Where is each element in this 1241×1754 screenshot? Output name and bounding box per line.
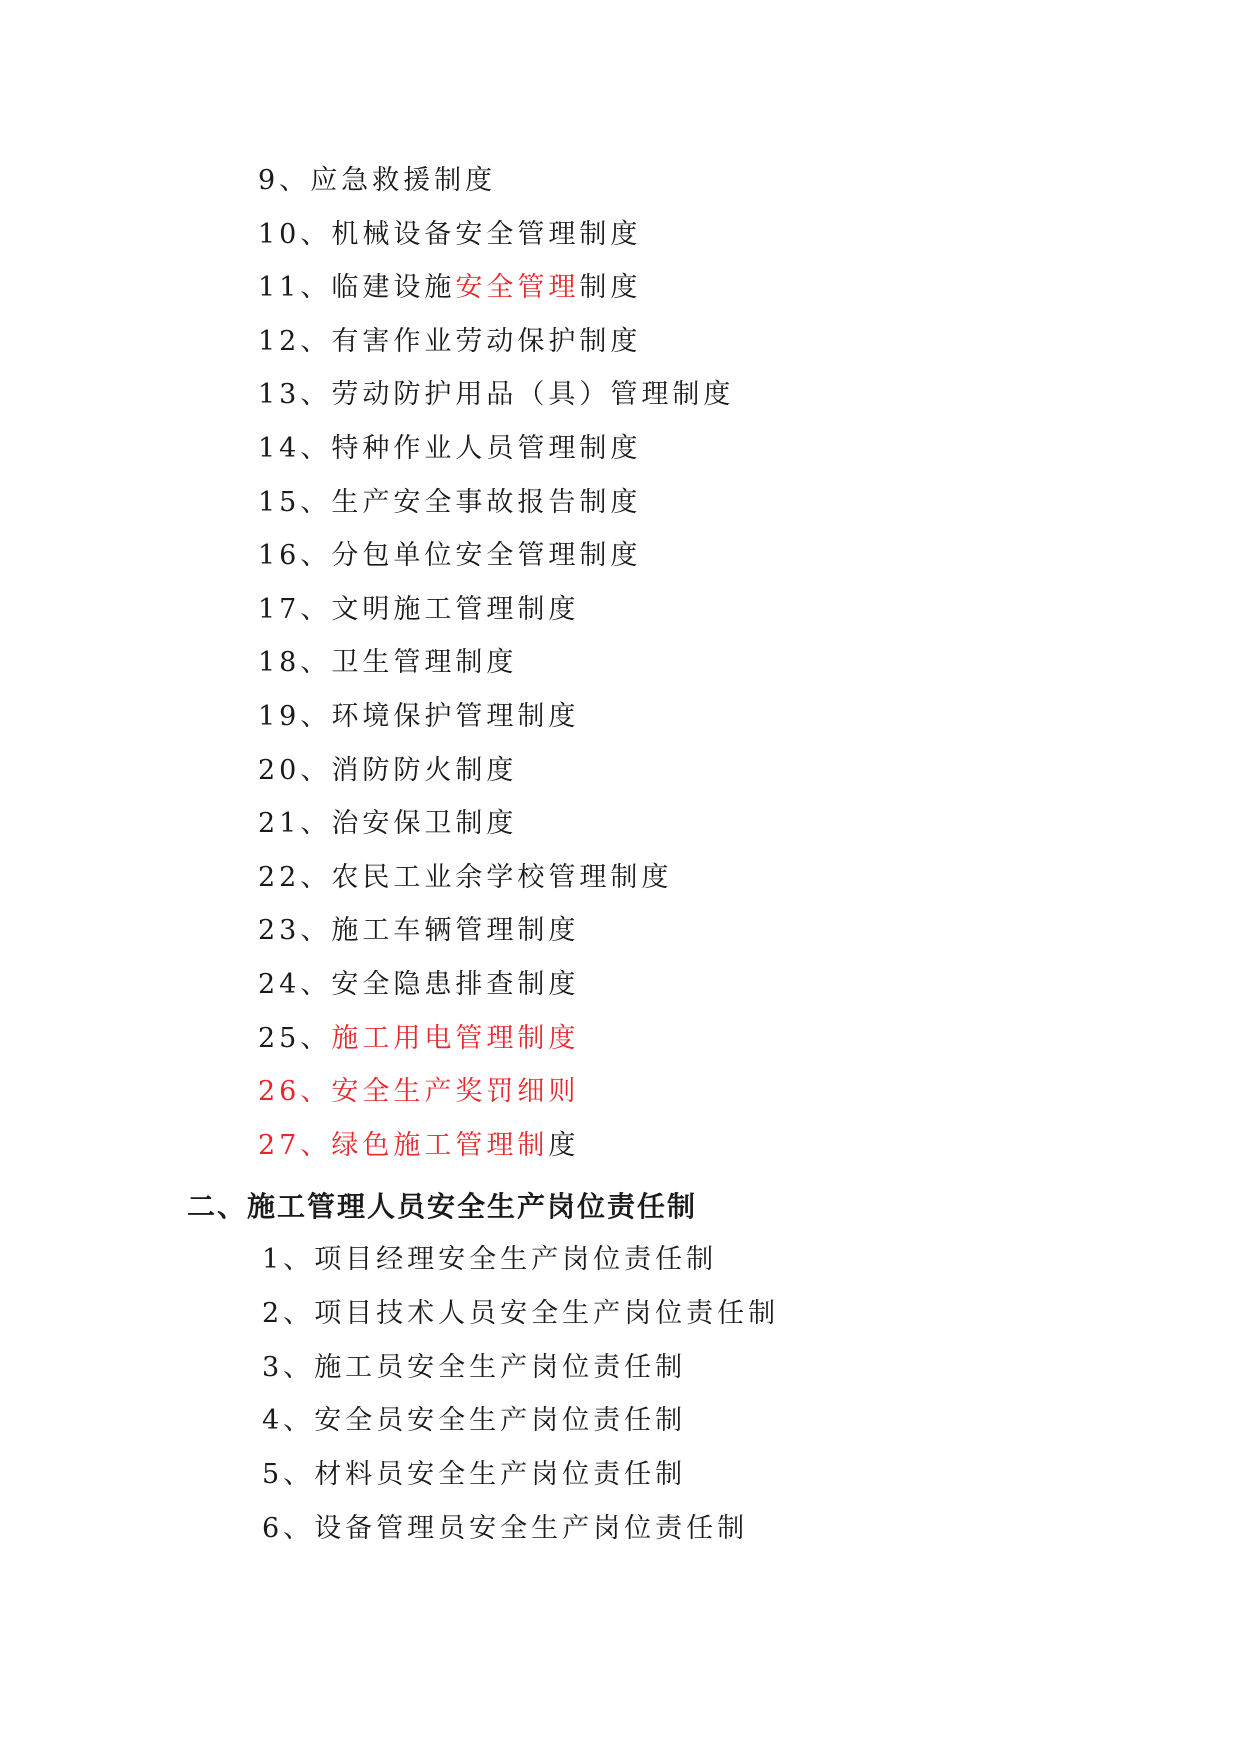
- item-number: 15、: [258, 486, 332, 518]
- list-item: [262, 1351, 686, 1385]
- list-item: [262, 1404, 686, 1438]
- item-number: 20、: [258, 754, 332, 786]
- list-item: [258, 325, 641, 359]
- list-item: [262, 1297, 779, 1331]
- item-text: 生产安全事故报告制度: [331, 486, 642, 518]
- item-number: 17、: [258, 593, 332, 625]
- item-number: 2、: [262, 1297, 315, 1329]
- list-item: [258, 807, 517, 841]
- item-text: 治安保卫制度: [331, 808, 518, 840]
- list-item: [258, 164, 496, 198]
- list-item: [258, 271, 641, 305]
- item-text: 劳动防护用品（具）管理制度: [331, 379, 735, 411]
- item-text: 安全管理: [455, 272, 580, 304]
- list-item: [258, 378, 734, 412]
- list-item: [258, 539, 641, 573]
- item-number: 22、: [258, 861, 332, 893]
- item-text: 有害作业劳动保护制度: [331, 325, 642, 357]
- item-text: 施工用电管理制度: [331, 1022, 580, 1054]
- list-item: [258, 1075, 579, 1109]
- item-number: 6、: [262, 1513, 315, 1544]
- item-number: 10、: [258, 218, 332, 250]
- item-text: 项目技术人员安全生产岗位责任制: [314, 1297, 780, 1329]
- item-number: 21、: [258, 808, 332, 840]
- item-text: 分包单位安全管理制度: [331, 540, 642, 572]
- item-text: 文明施工管理制度: [331, 593, 580, 625]
- item-text: 材料员安全生产岗位责任制: [314, 1459, 687, 1491]
- item-text: 度: [548, 1129, 580, 1161]
- list-item: [258, 432, 641, 466]
- item-text: 安全员安全生产岗位责任制: [314, 1405, 687, 1437]
- item-number: 27、: [258, 1129, 332, 1161]
- item-text: 安全隐患排查制度: [331, 969, 580, 1000]
- item-text: 消防防火制度: [331, 754, 518, 786]
- item-number: 26、: [258, 1076, 332, 1108]
- item-number: 12、: [258, 325, 332, 357]
- list-item: [258, 754, 517, 788]
- item-text: 卫生管理制度: [331, 647, 518, 679]
- list-item: [262, 1458, 686, 1492]
- list-item: [258, 1022, 579, 1056]
- item-number: 14、: [258, 433, 332, 464]
- item-number: 5、: [262, 1459, 315, 1491]
- list-item: [258, 914, 579, 948]
- item-number: 1、: [262, 1244, 315, 1275]
- item-text: 制度: [579, 272, 642, 304]
- list-item: [258, 968, 579, 1002]
- list-item: [258, 861, 672, 895]
- item-number: 24、: [258, 969, 332, 1000]
- list-item: [262, 1243, 717, 1277]
- item-text: 项目经理安全生产岗位责任制: [314, 1244, 718, 1275]
- list-item: [258, 1129, 579, 1163]
- item-text: 特种作业人员管理制度: [331, 433, 642, 464]
- item-number: 16、: [258, 540, 332, 572]
- item-number: 18、: [258, 647, 332, 679]
- item-number: 19、: [258, 701, 332, 732]
- item-number: 25、: [258, 1022, 332, 1054]
- item-text: 机械设备安全管理制度: [331, 218, 642, 250]
- item-number: 9、: [258, 165, 311, 196]
- item-text: 应急救援制度: [310, 165, 497, 196]
- item-number: 11、: [258, 272, 332, 304]
- item-number: 3、: [262, 1351, 315, 1383]
- list-item: [258, 646, 517, 680]
- item-text: 临建设施: [331, 272, 456, 304]
- section-heading: 二、施工管理人员安全生产岗位责任制: [187, 1190, 698, 1223]
- item-text: 设备管理员安全生产岗位责任制: [314, 1513, 749, 1544]
- item-number: 4、: [262, 1405, 315, 1437]
- item-number: 23、: [258, 915, 332, 947]
- list-item: [258, 700, 579, 734]
- item-text: 施工员安全生产岗位责任制: [314, 1351, 687, 1383]
- item-text: 安全生产奖罚细则: [331, 1076, 580, 1108]
- item-text: 环境保护管理制度: [331, 701, 580, 732]
- list-item: [258, 593, 579, 627]
- item-text: 农民工业余学校管理制度: [331, 861, 673, 893]
- item-number: 13、: [258, 379, 332, 411]
- item-text: 绿色施工管理制: [331, 1129, 549, 1161]
- item-text: 施工车辆管理制度: [331, 915, 580, 947]
- list-item: [258, 218, 641, 252]
- list-item: [258, 486, 641, 520]
- list-item: [262, 1512, 748, 1546]
